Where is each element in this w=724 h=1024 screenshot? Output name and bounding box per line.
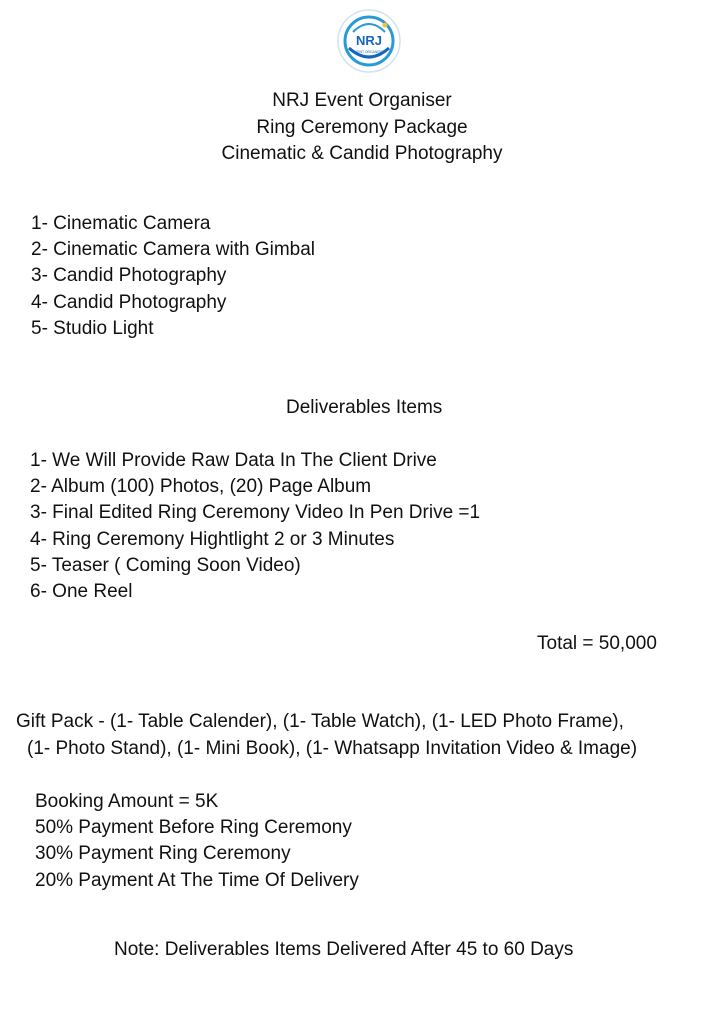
nrj-logo-icon — [335, 8, 403, 74]
equipment-item: 1- Cinematic Camera — [31, 213, 211, 234]
deliverable-item: 5- Teaser ( Coming Soon Video) — [30, 554, 301, 576]
package-subtitle: Cinematic & Candid Photography — [221, 143, 503, 164]
deliverables-list — [30, 448, 480, 605]
equipment-item: 4- Candid Photography — [31, 291, 227, 313]
gift-pack-line-2: (1- Photo Stand), (1- Mini Book), (1- Whatsapp Invitation Video & Image) — [27, 738, 638, 759]
logo-text: NRJ — [355, 33, 383, 48]
deliverables-title: Deliverables Items — [286, 397, 443, 418]
equipment-item: 5- Studio Light — [31, 317, 154, 339]
deliverable-item: 1- We Will Provide Raw Data In The Client Drive — [30, 450, 437, 471]
total-amount: Total = 50,000 — [537, 633, 657, 654]
deliverable-item: 2- Album (100) Photos, (20) Page Album — [30, 476, 372, 498]
package-title: Ring Ceremony Package — [256, 116, 468, 138]
brand-logo — [335, 8, 403, 74]
payment-item: Booking Amount = 5K — [35, 791, 219, 812]
equipment-item: 2- Cinematic Camera with Gimbal — [31, 239, 316, 261]
payment-item: 50% Payment Before Ring Ceremony — [35, 817, 352, 839]
page-header — [0, 88, 724, 168]
payment-item: 20% Payment At The Time Of Delivery — [35, 869, 359, 891]
deliverable-item: 4- Ring Ceremony Hightlight 2 or 3 Minutes — [30, 528, 395, 550]
payment-terms — [35, 789, 359, 894]
deliverable-item: 3- Final Edited Ring Ceremony Video In Pen Drive =1 — [30, 502, 481, 524]
delivery-note: Note: Deliverables Items Delivered After 45 to 60 Days — [114, 939, 574, 960]
payment-item: 30% Payment Ring Ceremony — [35, 843, 291, 865]
gift-pack-line-1: Gift Pack - (1- Table Calender), (1- Table Watch), (1- LED Photo Frame), — [16, 711, 624, 732]
equipment-list — [31, 211, 315, 342]
company-name: NRJ Event Organiser — [272, 90, 452, 111]
logo-subtext: EVENT ORGANISER — [352, 50, 386, 54]
equipment-item: 3- Candid Photography — [31, 265, 227, 287]
deliverable-item: 6- One Reel — [30, 581, 133, 603]
